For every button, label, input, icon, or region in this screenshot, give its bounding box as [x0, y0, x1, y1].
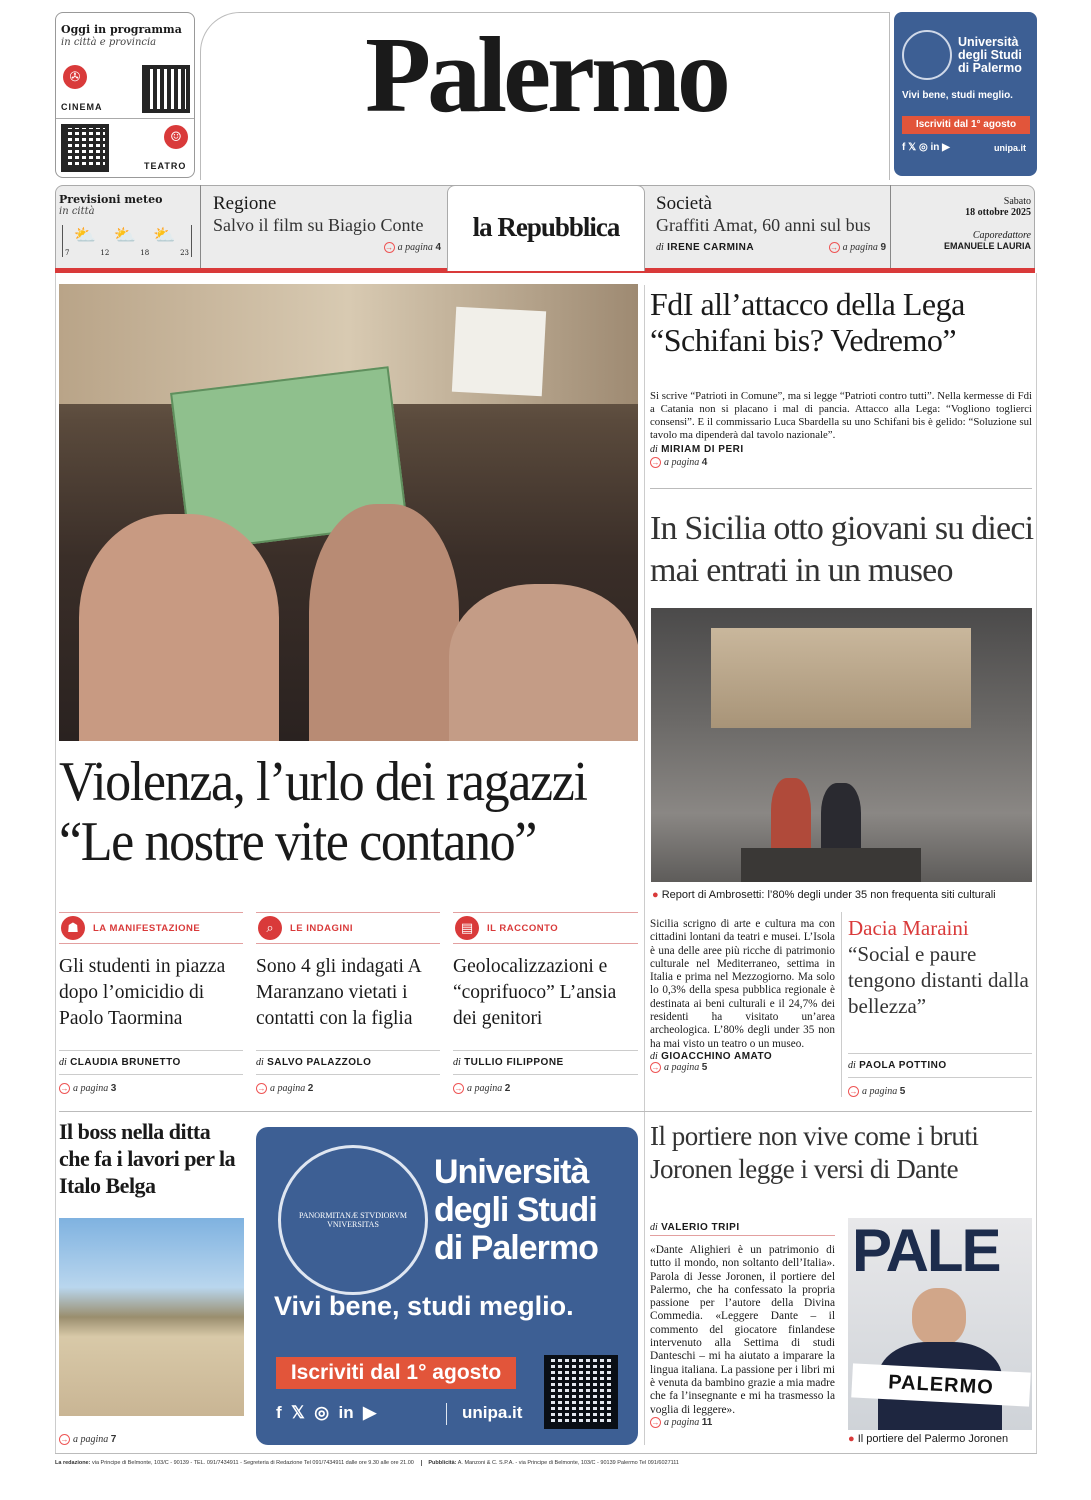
teatro-label[interactable]: TEATRO [144, 161, 187, 171]
page-number: 5 [701, 1061, 708, 1073]
arrow-icon: → [454, 1084, 463, 1093]
page-number: 9 [880, 242, 886, 253]
partly-cloudy-icon: ⛅ [113, 225, 136, 246]
theatre-mask-icon: ☺ [164, 125, 188, 149]
protest-sign [452, 307, 546, 397]
strip-title: Graffiti Amat, 60 anni sul bus [656, 215, 871, 235]
main-photo-protest [59, 284, 638, 741]
ad-slogan: Vivi bene, studi meglio. [274, 1291, 574, 1321]
page-label: a pagina [397, 242, 433, 253]
player-head [912, 1288, 966, 1346]
frame-line [55, 273, 56, 1453]
editor-role: Caporedattore [972, 230, 1031, 241]
temple-frieze [711, 628, 971, 728]
footer [55, 1460, 679, 1466]
ad-qr-code[interactable] [544, 1355, 618, 1429]
by-prefix: di [848, 1060, 856, 1071]
partly-cloudy-icon: ⛅ [153, 225, 176, 246]
hour-label: 23 [180, 249, 189, 257]
ad-line2: degli Studi [434, 1191, 597, 1229]
meteo-subtitle: in città [59, 206, 95, 217]
divider [59, 1111, 1032, 1112]
repubblica-box [447, 185, 645, 271]
arrow-icon: → [651, 1062, 660, 1072]
author: IRENE CARMINA [667, 242, 755, 253]
joronen-photo [848, 1218, 1032, 1430]
column-title: Gli studenti in piazza dopo l’omicidio di Paolo Taormina [59, 956, 226, 1029]
arrow-icon: → [651, 1417, 660, 1427]
author: GIOACCHINO AMATO [661, 1050, 773, 1062]
museum-caption [652, 889, 996, 901]
by-prefix: di [650, 1050, 658, 1062]
partly-cloudy-icon: ⛅ [73, 225, 97, 246]
beach-photo [59, 1218, 244, 1416]
kicker: IL RACCONTO [487, 922, 559, 934]
date-value: 18 ottobre 2025 [965, 207, 1031, 218]
page-number: 3 [110, 1083, 117, 1094]
ad-line1: Università [434, 1153, 589, 1191]
divider [56, 118, 194, 119]
author: CLAUDIA BRUNETTO [70, 1057, 181, 1068]
university-seal: PANORMITANÆ STVDIORVM VNIVERSITAS [278, 1145, 428, 1295]
hour-label: 7 [65, 249, 70, 257]
hour-label: 18 [140, 249, 150, 257]
program-box [55, 12, 195, 178]
page-label: a pagina [270, 1083, 306, 1094]
page-label: a pagina [664, 1416, 700, 1428]
strip-title: Salvo il film su Biagio Conte [213, 215, 424, 235]
ad-cta[interactable]: Iscriviti dal 1° agosto [276, 1357, 516, 1389]
author: MIRIAM DI PERI [661, 444, 744, 455]
page-number: 2 [307, 1083, 314, 1094]
ad-cta[interactable]: Iscriviti dal 1° agosto [902, 116, 1030, 134]
main-subheadline[interactable]: “Le nostre vite contano” [59, 811, 536, 873]
footer-redazione-label: La redazione: [55, 1460, 91, 1466]
ad-line3: di Palermo [434, 1229, 598, 1267]
strip-section: Regione [213, 193, 277, 214]
maraini-article[interactable] [848, 916, 1032, 1097]
divider [890, 185, 891, 268]
meteo [59, 193, 162, 217]
arrow-icon: → [651, 458, 660, 467]
program-title: Oggi in programma [61, 23, 182, 36]
document-icon: ▤ [455, 916, 479, 940]
film-reel-icon: ✇ [63, 65, 87, 89]
divider [650, 488, 1032, 489]
by-prefix: di [650, 444, 658, 455]
strip-societa[interactable] [656, 193, 886, 253]
caption-text: Il portiere del Palermo Joronen [857, 1433, 1009, 1445]
page-number: 7 [110, 1434, 117, 1445]
arrow-icon: → [257, 1084, 266, 1093]
by-prefix: di [59, 1057, 67, 1068]
strip-section: Società [656, 193, 712, 214]
fdi-body: Si scrive “Patrioti in Comune”, ma si legge “Patrioti contro tutti”. Nella kermesse di Fdi a Catania non si placano i mal di pancia. Attacco alla Lega: “Vogliono toglierci consensi”. E il commissario Luca Sbardella su uno Schifani bis è gelido: “Soluzione sul tavolo ma dipenderà dal tavolo nazionale”. [650, 390, 1032, 441]
scarf-text: PALERMO [851, 1363, 1031, 1406]
page-number: 4 [435, 242, 441, 253]
ad-line1: Università [958, 35, 1019, 49]
footer-pubblicita: A. Manzoni & C. S.P.A. - via Principe di Belmonte, 103/C - 90139 Palermo Tel 091/6027111 [457, 1460, 679, 1466]
stadium-lettering: PALE [852, 1218, 1000, 1284]
by-prefix: di [453, 1057, 461, 1068]
date-day: Sabato [1003, 196, 1031, 207]
footer-pubblicita-label: Pubblicità: [428, 1460, 457, 1466]
page-label: a pagina [842, 242, 878, 253]
main-headline[interactable]: Violenza, l’urlo dei ragazzi [59, 751, 587, 813]
program-subtitle: in città e provincia [61, 37, 157, 48]
masthead-title: Palermo [365, 16, 727, 135]
by-prefix: di [650, 1222, 658, 1233]
page-number: 11 [701, 1416, 713, 1428]
arrow-icon: → [60, 1084, 69, 1093]
hour-label: 12 [100, 249, 110, 257]
kicker: LA MANIFESTAZIONE [93, 922, 201, 934]
author: VALERIO TRIPI [661, 1222, 740, 1233]
frame-line [1036, 273, 1037, 1453]
ad-slogan: Vivi bene, studi meglio. [902, 90, 1013, 101]
column-title: Sono 4 gli indagati A Maranzano vietati i contatti con la figlia [256, 956, 421, 1029]
page-label: a pagina [862, 1086, 898, 1097]
ad-site[interactable]: unipa.it [994, 143, 1026, 153]
page-label: a pagina [467, 1083, 503, 1094]
page-label: a pagina [664, 1061, 700, 1073]
cinema-qr-code[interactable] [142, 65, 190, 113]
footer-redazione: via Principe di Belmonte, 103/C - 90139 - TEL. 091/7434911 - Segreteria di Redazione Tel 091/7434911 dalle ore 9.30 alle ore 21.00 [91, 1460, 414, 1466]
boss-headline[interactable]: Il boss nella ditta che fa i lavori per la Italo Belga [59, 1119, 236, 1198]
ad-line3: di Palermo [958, 61, 1022, 75]
portiere-headline[interactable]: Il portiere non vive come i bruti Joronen legge i versi di Dante [650, 1121, 979, 1184]
arrow-icon: → [60, 1435, 69, 1444]
page-number: 2 [504, 1083, 511, 1094]
arrow-icon: → [849, 1087, 858, 1096]
page-label: a pagina [664, 457, 700, 468]
column-indagini[interactable] [256, 912, 440, 1094]
column-rule [841, 912, 842, 1097]
column-title: Geolocalizzazioni e “coprifuoco” L’ansia dei genitori [453, 956, 617, 1029]
arrow-icon: → [385, 243, 394, 252]
ad-site[interactable]: unipa.it [462, 1403, 523, 1422]
university-seal-icon [902, 30, 952, 80]
maraini-title: “Social e paure tengono distanti dalla bellezza” [848, 942, 1029, 1018]
page-number: 5 [899, 1086, 906, 1097]
university-ad-large[interactable] [256, 1127, 638, 1445]
by-prefix: di [656, 242, 664, 253]
joronen-caption [848, 1433, 1008, 1445]
magnifier-icon: ⌕ [258, 916, 282, 940]
author: SALVO PALAZZOLO [267, 1057, 372, 1068]
column-rule [644, 285, 645, 1445]
column-racconto[interactable] [453, 912, 638, 1094]
ad-line2: degli Studi [958, 48, 1022, 62]
musei-body: Sicilia scrigno di arte e cultura ma con cittadini lontani da teatri e musei. L’Isola è una delle aree più ricche di patrimonio culturale nel Mediterraneo, settima in Italia e prima nel Mezzogiorno. Ma solo lo 0,3% della spesa pubblica regionale è destinata ai beni culturali e il 24,7% dei residenti ha visitato un’area archeologica. L’80% degli under 35 non ha mai visto un teatro o un museo. [650, 918, 835, 1050]
kicker: LE INDAGINI [290, 922, 354, 934]
meteo-title: Previsioni meteo [59, 193, 163, 206]
portiere-body: «Dante Alighieri è un patrimonio di tutto il mondo, non soltanto dell’Italia». Parola di Jesse Joronen, il portiere del Palermo, che ha confessato la propria passione per l’autore della Divina Commedia. «Leggere Dante – il commento del giocatore finlandese intervenuto alla Settima di studi Danteschi – mi ha aiutato a imparare la lingua italiana. La passione per i libri mi è venuta da bambino grazie a mia madre che fa l’insegnante e mi ha trasmesso la voglia di leggere». [650, 1244, 835, 1416]
musei-article[interactable] [650, 918, 835, 1073]
by-prefix: di [256, 1057, 264, 1068]
column-manifestazione[interactable] [59, 912, 243, 1094]
portiere-article[interactable] [650, 1222, 835, 1428]
page-number: 4 [701, 457, 708, 468]
cinema-label[interactable]: CINEMA [61, 102, 103, 112]
divider [55, 1453, 1037, 1454]
musei-headline[interactable]: In Sicilia otto giovani su dieci mai entrati in un museo [650, 510, 1034, 589]
masthead-box [200, 12, 890, 180]
author: TULLIO FILIPPONE [464, 1057, 564, 1068]
meteo-forecast [62, 225, 192, 257]
boss-page[interactable] [59, 1434, 116, 1445]
ad-social-icons[interactable]: f 𝕏 ◎ in ▶ [276, 1403, 377, 1422]
caption-bullet-icon: ● [652, 889, 659, 901]
teatro-qr-code[interactable] [61, 124, 109, 172]
divider [200, 185, 201, 268]
museum-photo [651, 608, 1032, 882]
page-label: a pagina [73, 1083, 109, 1094]
people-icon: ☗ [61, 916, 85, 940]
partner-logo: la Repubblica [472, 212, 620, 242]
arrow-icon: → [830, 243, 839, 252]
page-label: a pagina [73, 1434, 109, 1445]
date-box [893, 196, 1031, 251]
editor-name: EMANUELE LAURIA [944, 241, 1031, 251]
article-fdi[interactable] [650, 286, 1032, 468]
fdi-headline: FdI all’attacco della Lega “Schifani bis? Vedremo” [650, 286, 965, 358]
university-ad-small[interactable] [894, 12, 1037, 176]
ad-social-icons[interactable]: f 𝕏 ◎ in ▶ [902, 142, 950, 153]
author: PAOLA POTTINO [859, 1060, 947, 1071]
maraini-name: Dacia Maraini [848, 916, 969, 940]
caption-text: Report di Ambrosetti: l’80% degli under 35 non frequenta siti culturali [661, 889, 996, 901]
caption-bullet-icon: ● [848, 1433, 855, 1445]
strip-regione[interactable] [213, 193, 441, 253]
